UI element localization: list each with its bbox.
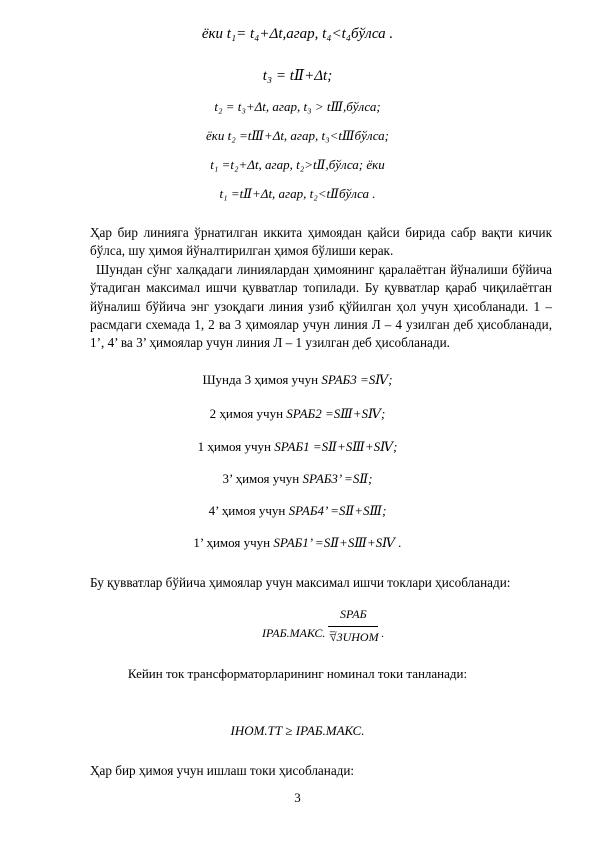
formula-line-6: t₁ =tⅡ+Δt, агар, t₂<tⅡбўлса . [219,186,376,201]
formula-line-2: t₃ = tⅡ+Δt; [262,68,333,84]
current-formula-lhs: IРАБ.МАКС. = [262,626,337,640]
formula-line-1: ёки t₁= t₄+Δt,агар, t₄<t₄бўлса . [201,26,394,42]
formula-line-5: t₁ =t₂+Δt, агар, t₂>tⅡ,бўлса; ёки [210,157,385,172]
protection-expression: SРАБ4’ =SⅡ+SⅢ; [288,503,387,518]
protection-line-5 [60,503,535,519]
current-formula-numerator: SРАБ [340,607,367,621]
protection-label: 2 ҳимоя учун [209,406,284,421]
fraction-bar [328,626,378,627]
inequality-formula: IНОМ.ТТ ≥ IРАБ.МАКС. [230,723,365,738]
protection-line-4 [60,471,535,487]
paragraph-max-current: Бу қувватлар бўйича ҳимоялар учун максимал ишчи токлари ҳисобланади: [90,575,511,590]
protection-expression: SРАБ2 =SⅢ+SⅣ; [286,406,386,421]
protection-line-1 [60,372,535,388]
paragraph-directed-protection: Ҳар бир линияга ўрнатилган иккита ҳимоядан қайси бирида сабр вақти кичик бўлса, шу ҳимоя йўналтирилган ҳимоя бўлиши керак. [90,225,552,259]
page-number: 3 [294,790,301,805]
protection-label: 1 ҳимоя учун [197,439,271,454]
protection-label: 4’ ҳимоя учун [208,503,286,518]
formula-line-3: t₂ = t₃+Δt, агар, t₃ > tⅢ,бўлса; [214,99,381,114]
protection-expression: SРАБ3 =SⅣ; [321,372,393,387]
protection-expression: SРАБ1’ =SⅡ+SⅢ+SⅣ . [273,535,402,550]
protection-label: 3’ ҳимоя учун [222,471,300,486]
current-formula-denominator: √3UНОМ [330,630,379,644]
protection-line-6 [60,535,535,551]
protection-label: Шунда 3 ҳимоя учун [202,372,319,387]
protection-expression: SРАБ1 =SⅡ+SⅢ+SⅣ; [274,439,398,454]
formula-line-4: ёки t₂ =tⅢ+Δt, агар, t₃<tⅢбўлса; [206,128,389,143]
paragraph-ct-selection: Кейин ток трансформаторларининг номинал токи танланади: [127,666,468,681]
protection-label: 1’ ҳимоя учун [193,535,271,550]
protection-line-3 [60,439,535,455]
current-formula [0,604,595,654]
protection-line-2 [60,406,535,422]
paragraph-max-power: Шундан сўнг халқадаги линиялардан ҳимоянинг қаралаётган йўналиши бўйича ўтадиган максимал ишчи қувватлар топилади. Бу қувватлар қараб чиқилаётган йўналиш бўйича энг узоқдаги линия узиб қўйилган ҳол учун ҳисобланади. 1 – расмдаги схемада 1, 2 ва 3 ҳимоялар учун линия Л – 4 узилган деб ҳисобланади, 1’, 4’ ва 3’ ҳимоялар учун линия Л – 1 узилган деб ҳисобланади. [90,262,552,351]
paragraph-operating-current: Ҳар бир ҳимоя учун ишлаш токи ҳисобланади: [90,763,355,778]
protection-expression: SРАБ3’ =SⅡ; [302,471,373,486]
current-formula-tail: . [381,626,384,640]
